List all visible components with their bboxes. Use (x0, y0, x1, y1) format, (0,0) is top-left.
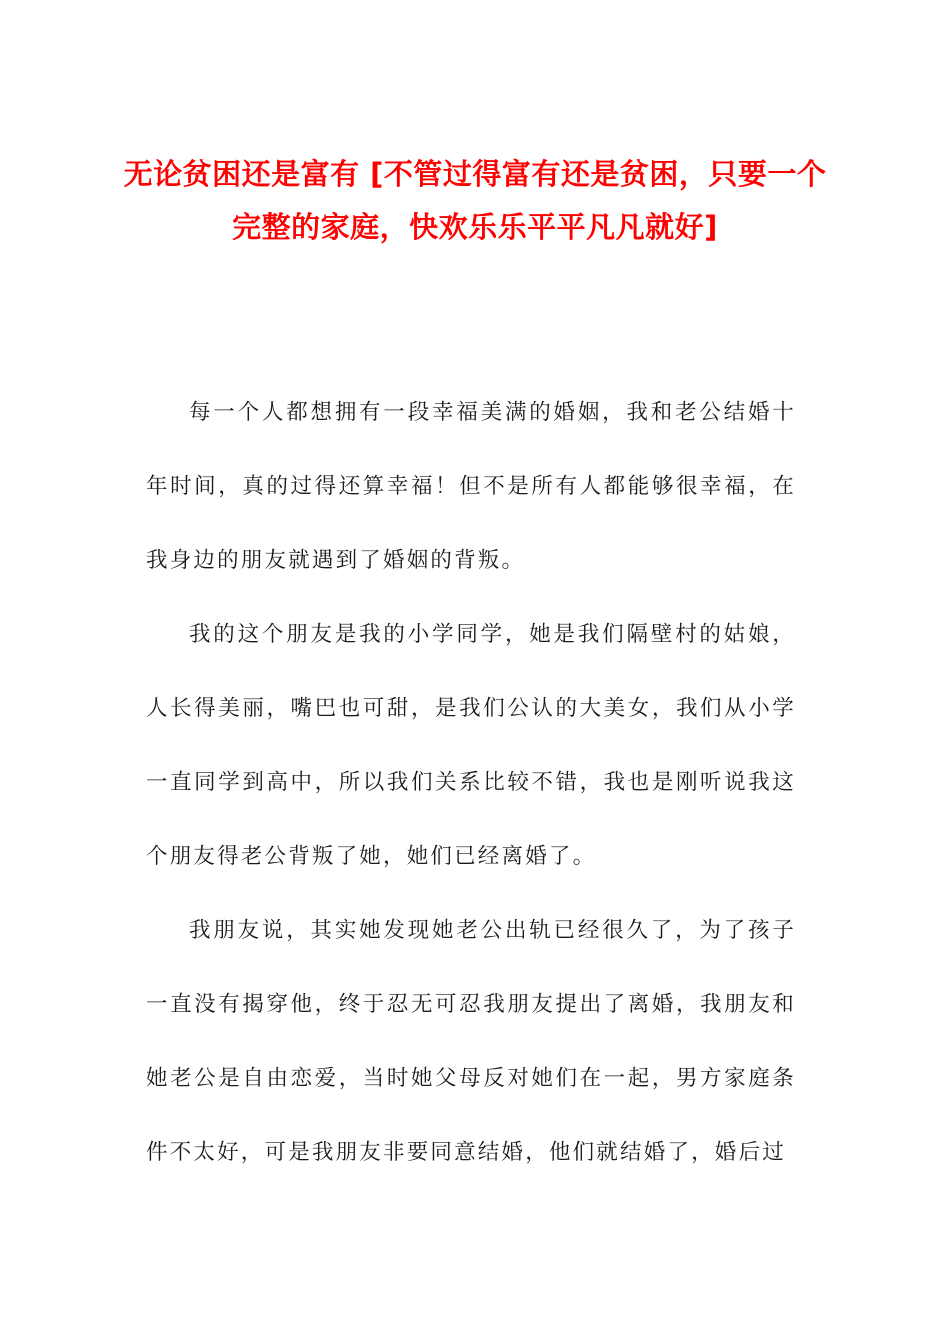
paragraph-1: 每一个人都想拥有一段幸福美满的婚姻，我和老公结婚十年时间，真的过得还算幸福！但不是所有人都能够很幸福，在我身边的朋友就遇到了婚姻的背叛。 (146, 400, 796, 573)
document-body (146, 376, 796, 1190)
paragraph-3: 我朋友说，其实她发现她老公出轨已经很久了，为了孩子一直没有揭穿他，终于忍无可忍我朋友提出了离婚，我朋友和她老公是自由恋爱，当时她父母反对她们在一起，男方家庭条件不太好，可是我朋友非要同意结婚，他们就结婚了，婚后过 (146, 918, 796, 1165)
document-title: 无论贫困还是富有 [不管过得富有还是贫困，只要一个完整的家庭，快欢乐乐平平凡凡就好] (123, 157, 827, 244)
paragraph-2: 我的这个朋友是我的小学同学，她是我们隔壁村的姑娘，人长得美丽，嘴巴也可甜，是我们公认的大美女，我们从小学一直同学到高中，所以我们关系比较不错，我也是刚听说我这个朋友得老公背叛了她，她们已经离婚了。 (146, 622, 796, 869)
